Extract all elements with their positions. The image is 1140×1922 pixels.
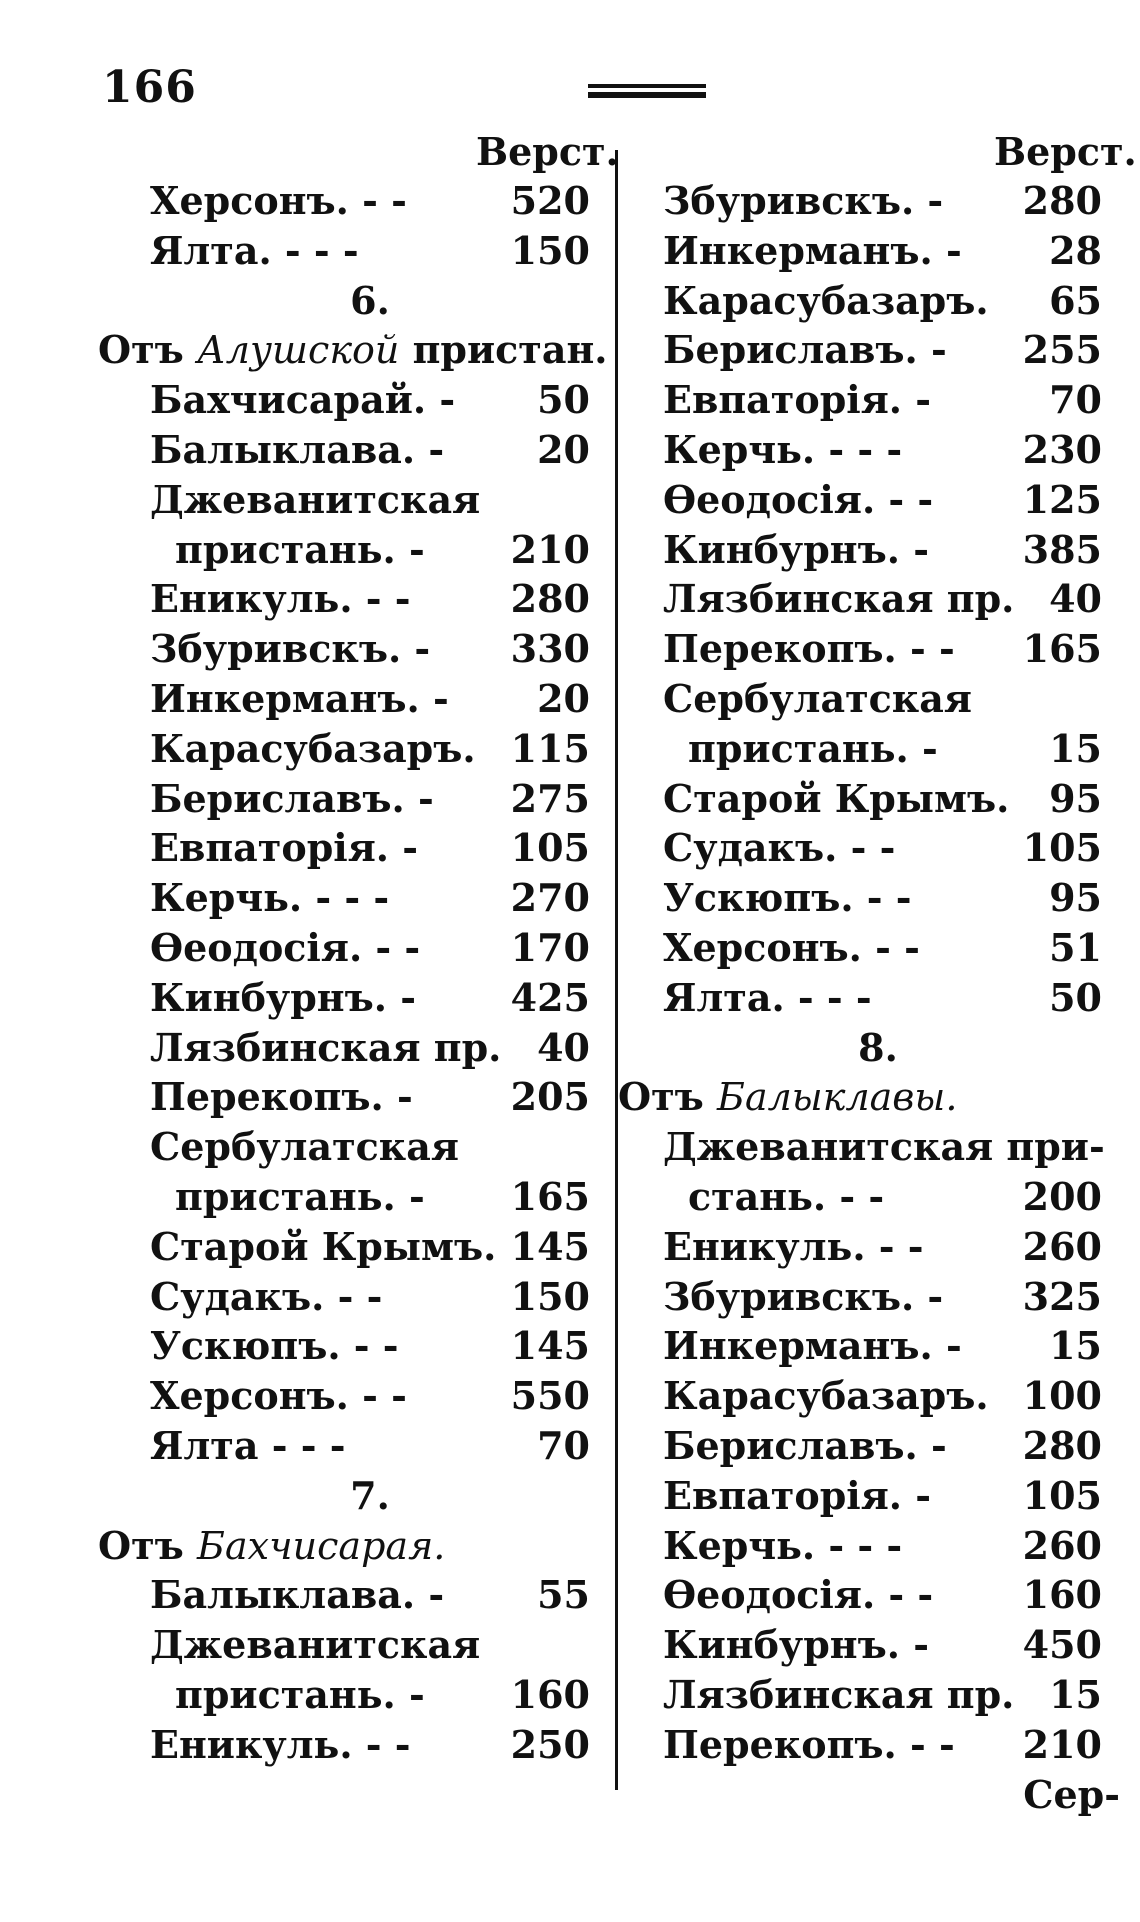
distance-value: 150 (510, 1273, 590, 1319)
place-name: Бериславъ. - (663, 1423, 947, 1468)
place-name: Кинбурнъ. - (663, 526, 929, 572)
distance-row (0, 176, 590, 226)
place-name: Бериславъ. - (150, 775, 434, 821)
distance-row (618, 1421, 1102, 1471)
distance-row (618, 674, 1102, 724)
place-name: Джеванитская (150, 1622, 481, 1668)
distance-row (0, 475, 590, 525)
distance-row (0, 1222, 590, 1272)
place-name: Балыклава. - (150, 1572, 445, 1618)
section-origin-heading (98, 325, 688, 375)
place-name: стань. - - (688, 1174, 885, 1219)
distance-value: 15 (1049, 1672, 1102, 1717)
place-name: Перекопъ. - (150, 1074, 413, 1120)
distance-value: 51 (1049, 925, 1102, 970)
distance-row (0, 1072, 590, 1122)
distance-value: 260 (1022, 1522, 1102, 1568)
place-name: Керчь. - - - (663, 1522, 903, 1568)
distance-value: 230 (1022, 427, 1102, 472)
place-name: пристань. - (175, 1672, 425, 1717)
place-name: Ялта. - - - (663, 974, 872, 1020)
place-name: Бахчисарай. - (150, 377, 456, 423)
place-name: Перекопъ. - - (663, 626, 955, 672)
distance-value: 65 (1049, 277, 1102, 323)
place-name: пристань. - (175, 526, 425, 572)
distance-row (618, 724, 1102, 774)
distance-row (618, 923, 1102, 973)
distance-row (0, 525, 590, 575)
distance-row (0, 923, 590, 973)
distance-value: 280 (510, 576, 590, 622)
distance-value: 270 (510, 875, 590, 921)
distance-value: 160 (510, 1672, 590, 1717)
place-name: Бериславъ. - (663, 327, 947, 373)
place-name: Лязбинская пр. (663, 1672, 1015, 1717)
left-verst-header: Верст. (476, 129, 619, 174)
distance-value: 95 (1049, 775, 1102, 821)
distance-value: 450 (1022, 1622, 1102, 1668)
distance-value: 205 (510, 1074, 590, 1120)
place-name: Судакъ. - - (663, 825, 896, 871)
place-name: Перекопъ. - - (663, 1721, 955, 1767)
distance-row (0, 1023, 590, 1073)
distance-row (618, 823, 1102, 873)
page-number: 166 (102, 62, 197, 113)
distance-value: 280 (1022, 1423, 1102, 1468)
place-name: Лязбинская пр. (663, 576, 1015, 622)
distance-row (0, 1371, 590, 1421)
distance-value: 150 (510, 227, 590, 273)
distance-value: 105 (1022, 1472, 1102, 1518)
place-name: Джеванитская (150, 476, 481, 522)
distance-row (618, 276, 1102, 326)
distance-row (0, 425, 590, 475)
place-name: Инкерманъ. - (663, 227, 962, 273)
distance-value: 115 (510, 725, 590, 771)
distance-value: 20 (537, 427, 590, 472)
distance-row (618, 1521, 1102, 1571)
distance-value: 40 (1049, 576, 1102, 622)
place-name: Ѳеодосія. - - (663, 1572, 934, 1618)
place-name: Карасубазаръ. (663, 1373, 989, 1419)
place-name: Старой Крымъ. (150, 1223, 497, 1269)
place-name: Евпаторія. - (663, 377, 932, 423)
distance-row (0, 674, 590, 724)
place-name: Сербулатская (663, 676, 972, 721)
place-name: Джеванитская при- (663, 1124, 1105, 1170)
place-name: Карасубазаръ. (150, 725, 476, 771)
distance-row (0, 1272, 590, 1322)
place-name: Збуривскъ. - (663, 178, 944, 223)
distance-row (0, 873, 590, 923)
distance-value: 40 (537, 1024, 590, 1070)
origin-prefix: Отъ (98, 327, 198, 373)
distance-row (618, 1321, 1102, 1371)
origin-prefix: Отъ (618, 1074, 718, 1120)
distance-row (0, 226, 590, 276)
distance-value: 95 (1049, 875, 1102, 921)
distance-value: 275 (510, 775, 590, 821)
distance-value: 15 (1049, 725, 1102, 771)
place-name: Збуривскъ. - (150, 626, 431, 672)
place-name: Кинбурнъ. - (663, 1622, 929, 1668)
place-name: Карасубазаръ. (663, 277, 989, 323)
distance-value: 255 (1022, 327, 1102, 373)
distance-row (0, 1570, 590, 1620)
distance-row (0, 774, 590, 824)
origin-place: Балыклавы. (717, 1075, 958, 1120)
distance-row (618, 1371, 1102, 1421)
distance-value: 145 (510, 1223, 590, 1269)
section-origin-heading (618, 1072, 1102, 1122)
distance-row (0, 973, 590, 1023)
distance-row (618, 1471, 1102, 1521)
place-name: Керчь. - - - (663, 427, 903, 472)
distance-row (618, 475, 1102, 525)
distance-value: 70 (537, 1423, 590, 1468)
distance-row (618, 525, 1102, 575)
place-name: Евпаторія. - (150, 825, 419, 871)
place-name: Кинбурнъ. - (150, 974, 416, 1020)
distance-value: 165 (1022, 626, 1102, 672)
distance-row (618, 325, 1102, 375)
distance-row (618, 1172, 1102, 1222)
place-name: Ускюпъ. - - (150, 1323, 399, 1369)
distance-value: 145 (510, 1323, 590, 1369)
place-name: Евпаторія. - (663, 1472, 932, 1518)
origin-place: Бахчисарая. (197, 1523, 446, 1568)
distance-value: 325 (1022, 1273, 1102, 1319)
place-name: Херсонъ. - - (663, 925, 920, 970)
distance-row (618, 624, 1102, 674)
distance-row (0, 1122, 590, 1172)
right-column (618, 0, 1140, 1922)
origin-place: Алушской (197, 328, 400, 373)
place-name: Ѳеодосія. - - (150, 925, 421, 970)
distance-row (618, 1222, 1102, 1272)
place-name: Херсонъ. - - (150, 178, 407, 223)
distance-value: 260 (1022, 1223, 1102, 1269)
distance-row (618, 1670, 1102, 1720)
distance-row (0, 724, 590, 774)
distance-value: 55 (537, 1572, 590, 1618)
distance-value: 70 (1049, 377, 1102, 423)
distance-row (618, 226, 1102, 276)
place-name: Еникуль. - - (150, 576, 411, 622)
place-name: пристань. - (175, 1174, 425, 1219)
place-name: Инкерманъ. - (150, 676, 449, 721)
place-name: Еникуль. - - (150, 1721, 411, 1767)
distance-value: 280 (1022, 178, 1102, 223)
section-number: 6. (350, 277, 390, 323)
origin-suffix: пристан. (399, 327, 608, 373)
distance-row (0, 1620, 590, 1670)
section-number: 7. (350, 1472, 390, 1518)
distance-value: 105 (510, 825, 590, 871)
distance-row (0, 624, 590, 674)
place-name: Керчь. - - - (150, 875, 390, 921)
distance-row (0, 1421, 590, 1471)
distance-row (0, 1172, 590, 1222)
distance-row (618, 873, 1102, 923)
distance-row (618, 425, 1102, 475)
distance-value: 385 (1022, 526, 1102, 572)
distance-row (0, 1720, 590, 1770)
distance-row (618, 375, 1102, 425)
section-number: 8. (858, 1024, 898, 1070)
section-origin-heading (98, 1521, 688, 1571)
place-name: Старой Крымъ. (663, 775, 1010, 821)
distance-row (618, 574, 1102, 624)
distance-value: 170 (510, 925, 590, 970)
place-name: Инкерманъ. - (663, 1323, 962, 1369)
distance-value: 50 (1049, 974, 1102, 1020)
distance-value: 105 (1022, 825, 1102, 871)
distance-row (618, 1272, 1102, 1322)
distance-value: 165 (510, 1174, 590, 1219)
distance-row (618, 1570, 1102, 1620)
distance-value: 100 (1022, 1373, 1102, 1419)
distance-value: 210 (510, 526, 590, 572)
distance-row (618, 1620, 1102, 1670)
place-name: Збуривскъ. - (663, 1273, 944, 1319)
distance-row (0, 823, 590, 873)
distance-value: 250 (510, 1721, 590, 1767)
catchword: Сер- (1023, 1772, 1120, 1817)
place-name: Балыклава. - (150, 427, 445, 472)
place-name: пристань. - (688, 725, 938, 771)
distance-row (618, 774, 1102, 824)
distance-row (618, 1720, 1102, 1770)
place-name: Херсонъ. - - (150, 1373, 407, 1419)
place-name: Ѳеодосія. - - (663, 476, 934, 522)
place-name: Ялта. - - - (150, 227, 359, 273)
distance-value: 330 (510, 626, 590, 672)
distance-value: 160 (1022, 1572, 1102, 1618)
distance-value: 520 (510, 178, 590, 223)
place-name: Судакъ. - - (150, 1273, 383, 1319)
distance-row (618, 973, 1102, 1023)
distance-row (618, 176, 1102, 226)
distance-value: 200 (1022, 1174, 1102, 1219)
place-name: Сербулатская (150, 1124, 459, 1170)
distance-row (0, 574, 590, 624)
distance-value: 425 (510, 974, 590, 1020)
place-name: Еникуль. - - (663, 1223, 924, 1269)
distance-value: 28 (1049, 227, 1102, 273)
distance-value: 15 (1049, 1323, 1102, 1369)
right-verst-header: Верст. (994, 129, 1137, 174)
place-name: Лязбинская пр. (150, 1024, 502, 1070)
distance-value: 125 (1022, 476, 1102, 522)
distance-row (618, 1122, 1105, 1172)
distance-row (0, 375, 590, 425)
origin-prefix: Отъ (98, 1522, 198, 1568)
distance-value: 550 (510, 1373, 590, 1419)
distance-row (0, 1321, 590, 1371)
distance-value: 20 (537, 676, 590, 721)
place-name: Ялта - - - (150, 1423, 346, 1468)
distance-row (0, 1670, 590, 1720)
distance-value: 50 (537, 377, 590, 423)
distance-value: 210 (1022, 1721, 1102, 1767)
place-name: Ускюпъ. - - (663, 875, 912, 921)
